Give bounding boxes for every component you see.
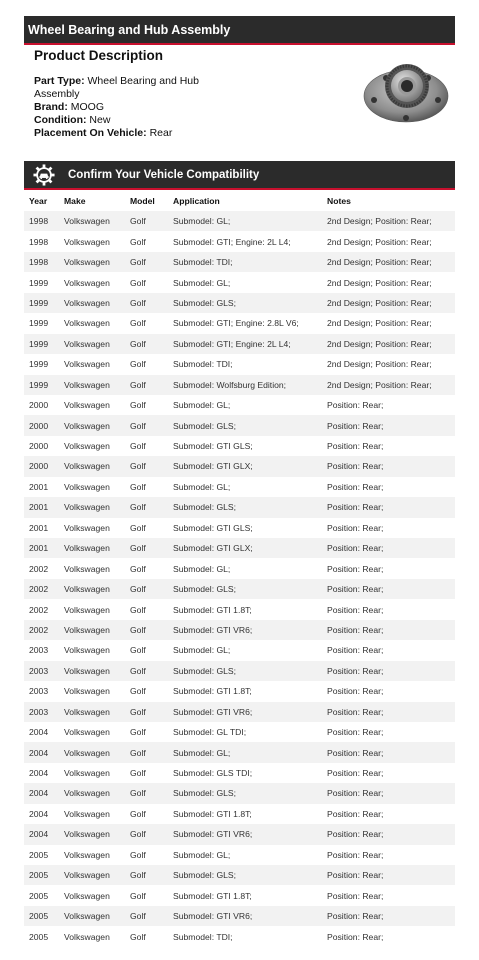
column-header-application: Application [173, 196, 220, 206]
cell-make: Volkswagen [59, 211, 125, 231]
table-row [24, 783, 455, 803]
cell-make: Volkswagen [64, 359, 110, 370]
cell-notes: Position: Rear; [327, 400, 384, 411]
field-value: MOOG [70, 101, 105, 113]
cell-year: 1998 [29, 236, 49, 247]
cell-application: Submodel: GLS; [168, 865, 322, 885]
wheel-hub-image [360, 56, 454, 126]
cell-model: Golf [130, 727, 146, 738]
cell-make: Volkswagen [64, 318, 110, 329]
cell-model: Golf [130, 400, 146, 411]
product-title: Wheel Bearing and Hub Assembly [28, 22, 231, 37]
field-label: Placement On Vehicle: [34, 127, 147, 139]
table-row [24, 538, 455, 558]
table-row [24, 763, 455, 783]
cell-application: Submodel: GTI; Engine: 2L L4; [173, 236, 291, 247]
cell-make: Volkswagen [59, 538, 125, 558]
cell-year: 1999 [24, 375, 59, 395]
cell-notes: Position: Rear; [327, 808, 384, 819]
table-row [24, 375, 455, 395]
cell-notes: 2nd Design; Position: Rear; [322, 252, 455, 272]
cell-make: Volkswagen [59, 661, 125, 681]
cell-make: Volkswagen [59, 783, 125, 803]
table-row [24, 620, 455, 640]
cell-year: 2003 [29, 645, 49, 656]
cell-application: Submodel: GTI GLS; [173, 441, 253, 452]
table-row [24, 824, 455, 844]
cell-application: Submodel: GLS; [168, 293, 322, 313]
cell-make: Volkswagen [64, 563, 110, 574]
cell-application: Submodel: GTI VR6; [168, 620, 322, 640]
cell-make: Volkswagen [64, 686, 110, 697]
cell-make: Volkswagen [59, 252, 125, 272]
cell-notes: Position: Rear; [322, 702, 455, 722]
cell-application: Submodel: TDI; [173, 359, 233, 370]
table-row [24, 722, 455, 742]
cell-notes: Position: Rear; [322, 783, 455, 803]
cell-make: Volkswagen [64, 890, 110, 901]
table-row [24, 354, 455, 374]
cell-make: Volkswagen [64, 849, 110, 860]
cell-year: 2000 [29, 441, 49, 452]
cell-application: Submodel: GTI VR6; [168, 702, 322, 722]
table-row [24, 661, 455, 681]
part-type-row [34, 75, 234, 101]
cell-application: Submodel: GTI VR6; [168, 824, 322, 844]
cell-year: 2005 [29, 931, 49, 942]
cell-model: Golf [125, 456, 168, 476]
cell-model: Golf [125, 538, 168, 558]
cell-application: Submodel: GTI; Engine: 2.8L V6; [173, 318, 299, 329]
compatibility-bar [24, 161, 455, 190]
cell-application: Submodel: GTI 1.8T; [173, 890, 252, 901]
cell-year: 2004 [29, 727, 49, 738]
table-row [24, 845, 455, 865]
cell-application: Submodel: GTI GLS; [173, 522, 253, 533]
cell-application: Submodel: Wolfsburg Edition; [168, 375, 322, 395]
table-row [24, 885, 455, 905]
cell-notes: 2nd Design; Position: Rear; [322, 334, 455, 354]
cell-notes: 2nd Design; Position: Rear; [327, 236, 432, 247]
cell-notes: Position: Rear; [322, 538, 455, 558]
cell-year: 2003 [24, 661, 59, 681]
product-description-list [34, 75, 234, 140]
cell-year: 2004 [24, 742, 59, 762]
cell-model: Golf [125, 865, 168, 885]
cell-make: Volkswagen [64, 441, 110, 452]
table-row [24, 599, 455, 619]
cell-make: Volkswagen [59, 415, 125, 435]
product-title-bar [24, 16, 455, 45]
cell-year: 2001 [24, 538, 59, 558]
cell-make: Volkswagen [64, 727, 110, 738]
cell-application: Submodel: GLS; [168, 579, 322, 599]
cell-make: Volkswagen [64, 768, 110, 779]
cell-make: Volkswagen [64, 481, 110, 492]
cell-make: Volkswagen [59, 865, 125, 885]
cell-application: Submodel: GTI GLX; [168, 538, 322, 558]
cell-model: Golf [125, 661, 168, 681]
cell-model: Golf [130, 808, 146, 819]
cell-notes: Position: Rear; [327, 645, 384, 656]
cell-make: Volkswagen [64, 400, 110, 411]
cell-application: Submodel: GL; [173, 563, 231, 574]
cell-model: Golf [130, 277, 146, 288]
table-row [24, 518, 455, 538]
table-row [24, 477, 455, 497]
cell-application: Submodel: GTI 1.8T; [173, 686, 252, 697]
column-header-model: Model [130, 196, 155, 206]
cell-application: Submodel: GL; [168, 211, 322, 231]
cell-notes: Position: Rear; [327, 441, 384, 452]
table-row [24, 231, 455, 251]
cell-make: Volkswagen [64, 931, 110, 942]
cell-notes: 2nd Design; Position: Rear; [327, 359, 432, 370]
cell-notes: 2nd Design; Position: Rear; [322, 293, 455, 313]
field-label: Condition: [34, 114, 87, 126]
cell-model: Golf [125, 415, 168, 435]
cell-model: Golf [125, 783, 168, 803]
cell-year: 2004 [24, 783, 59, 803]
table-row [24, 681, 455, 701]
cell-model: Golf [125, 824, 168, 844]
cell-make: Volkswagen [59, 293, 125, 313]
cell-model: Golf [130, 645, 146, 656]
cell-application: Submodel: GTI VR6; [168, 906, 322, 926]
cell-model: Golf [130, 522, 146, 533]
cell-application: Submodel: GLS; [168, 661, 322, 681]
cell-model: Golf [125, 702, 168, 722]
cell-year: 2003 [24, 702, 59, 722]
cell-notes: Position: Rear; [327, 849, 384, 860]
cell-year: 2002 [29, 563, 49, 574]
table-header-row [24, 191, 455, 211]
cell-model: Golf [130, 441, 146, 452]
table-row [24, 293, 455, 313]
cell-application: Submodel: GL; [173, 481, 231, 492]
cell-make: Volkswagen [59, 620, 125, 640]
cell-make: Volkswagen [59, 375, 125, 395]
table-row [24, 497, 455, 517]
cell-application: Submodel: TDI; [168, 252, 322, 272]
cell-notes: Position: Rear; [322, 497, 455, 517]
cell-notes: Position: Rear; [322, 415, 455, 435]
cell-model: Golf [130, 768, 146, 779]
cell-model: Golf [125, 497, 168, 517]
cell-application: Submodel: GL; [168, 742, 322, 762]
cell-model: Golf [130, 849, 146, 860]
cell-model: Golf [130, 359, 146, 370]
table-row [24, 334, 455, 354]
table-row [24, 640, 455, 660]
cell-model: Golf [130, 563, 146, 574]
cell-application: Submodel: GLS; [168, 415, 322, 435]
column-header-notes: Notes [327, 196, 351, 206]
cell-year: 1999 [24, 293, 59, 313]
cell-year: 2005 [29, 890, 49, 901]
cell-year: 2002 [29, 604, 49, 615]
table-row [24, 702, 455, 722]
cell-application: Submodel: TDI; [173, 931, 233, 942]
cell-year: 2004 [24, 824, 59, 844]
brand-row [34, 101, 234, 114]
field-label: Brand: [34, 101, 68, 113]
condition-row [34, 114, 234, 127]
cell-model: Golf [125, 375, 168, 395]
table-row [24, 211, 455, 231]
cell-application: Submodel: GL; [173, 645, 231, 656]
cell-application: Submodel: GLS; [168, 497, 322, 517]
cell-notes: Position: Rear; [327, 686, 384, 697]
cell-year: 2001 [29, 481, 49, 492]
cell-year: 2005 [24, 906, 59, 926]
cell-year: 1999 [29, 277, 49, 288]
cell-make: Volkswagen [59, 824, 125, 844]
compatibility-table-wrap [24, 191, 455, 947]
field-value: Wheel Bearing and Hub Assembly [34, 75, 199, 100]
cell-notes: Position: Rear; [327, 522, 384, 533]
cell-year: 2004 [29, 768, 49, 779]
cell-notes: Position: Rear; [327, 768, 384, 779]
cell-make: Volkswagen [64, 236, 110, 247]
cell-year: 1998 [24, 211, 59, 231]
placement-row [34, 127, 234, 140]
field-value: New [89, 114, 111, 126]
product-description-heading: Product Description [34, 48, 164, 63]
gear-car-icon [24, 160, 64, 189]
cell-year: 2005 [29, 849, 49, 860]
cell-model: Golf [125, 579, 168, 599]
cell-year: 1998 [24, 252, 59, 272]
cell-model: Golf [125, 620, 168, 640]
cell-model: Golf [130, 686, 146, 697]
table-row [24, 415, 455, 435]
cell-make: Volkswagen [64, 277, 110, 288]
cell-notes: Position: Rear; [322, 824, 455, 844]
table-row [24, 906, 455, 926]
cell-year: 2004 [29, 808, 49, 819]
compatibility-table [24, 191, 455, 947]
cell-notes: Position: Rear; [322, 579, 455, 599]
cell-year: 1999 [24, 334, 59, 354]
cell-model: Golf [130, 890, 146, 901]
cell-year: 2002 [24, 579, 59, 599]
table-row [24, 252, 455, 272]
cell-application: Submodel: GLS; [168, 783, 322, 803]
cell-model: Golf [125, 211, 168, 231]
table-row [24, 313, 455, 333]
cell-make: Volkswagen [64, 522, 110, 533]
cell-make: Volkswagen [59, 906, 125, 926]
cell-model: Golf [130, 604, 146, 615]
cell-year: 2002 [24, 620, 59, 640]
cell-year: 2000 [29, 400, 49, 411]
cell-make: Volkswagen [59, 334, 125, 354]
cell-notes: Position: Rear; [327, 604, 384, 615]
field-label: Part Type: [34, 75, 85, 87]
cell-notes: Position: Rear; [322, 906, 455, 926]
cell-notes: Position: Rear; [322, 661, 455, 681]
cell-make: Volkswagen [64, 808, 110, 819]
table-row [24, 436, 455, 456]
cell-notes: Position: Rear; [327, 931, 384, 942]
cell-application: Submodel: GLS TDI; [173, 768, 253, 779]
cell-year: 2000 [24, 415, 59, 435]
cell-application: Submodel: GL; [173, 849, 231, 860]
cell-model: Golf [130, 318, 146, 329]
table-row [24, 395, 455, 415]
cell-make: Volkswagen [59, 497, 125, 517]
cell-notes: Position: Rear; [322, 865, 455, 885]
cell-year: 2003 [29, 686, 49, 697]
cell-notes: Position: Rear; [322, 742, 455, 762]
cell-make: Volkswagen [59, 579, 125, 599]
cell-make: Volkswagen [64, 645, 110, 656]
cell-make: Volkswagen [64, 604, 110, 615]
table-row [24, 558, 455, 578]
cell-make: Volkswagen [59, 456, 125, 476]
compatibility-table-body [24, 211, 455, 947]
cell-year: 2005 [24, 865, 59, 885]
table-row [24, 742, 455, 762]
table-row [24, 272, 455, 292]
cell-year: 1999 [29, 359, 49, 370]
cell-notes: Position: Rear; [327, 727, 384, 738]
cell-year: 2001 [24, 497, 59, 517]
cell-model: Golf [130, 236, 146, 247]
cell-application: Submodel: GL; [173, 277, 231, 288]
cell-model: Golf [130, 931, 146, 942]
cell-notes: 2nd Design; Position: Rear; [322, 211, 455, 231]
cell-notes: Position: Rear; [322, 456, 455, 476]
cell-notes: Position: Rear; [322, 620, 455, 640]
column-header-year: Year [29, 196, 48, 206]
cell-make: Volkswagen [59, 702, 125, 722]
table-row [24, 865, 455, 885]
cell-notes: Position: Rear; [327, 890, 384, 901]
table-row [24, 456, 455, 476]
cell-model: Golf [130, 481, 146, 492]
cell-application: Submodel: GTI 1.8T; [173, 604, 252, 615]
table-row [24, 926, 455, 946]
cell-year: 2000 [24, 456, 59, 476]
cell-notes: Position: Rear; [327, 563, 384, 574]
cell-model: Golf [125, 906, 168, 926]
cell-notes: 2nd Design; Position: Rear; [327, 277, 432, 288]
cell-model: Golf [125, 252, 168, 272]
table-row [24, 804, 455, 824]
cell-make: Volkswagen [59, 742, 125, 762]
cell-application: Submodel: GL TDI; [173, 727, 247, 738]
column-header-make: Make [64, 196, 86, 206]
compatibility-title: Confirm Your Vehicle Compatibility [68, 168, 260, 181]
cell-application: Submodel: GL; [173, 400, 231, 411]
field-value: Rear [149, 127, 173, 139]
cell-notes: 2nd Design; Position: Rear; [327, 318, 432, 329]
cell-notes: 2nd Design; Position: Rear; [322, 375, 455, 395]
cell-application: Submodel: GTI 1.8T; [173, 808, 252, 819]
cell-year: 2001 [29, 522, 49, 533]
cell-model: Golf [125, 334, 168, 354]
cell-notes: Position: Rear; [327, 481, 384, 492]
cell-model: Golf [125, 293, 168, 313]
table-row [24, 579, 455, 599]
cell-year: 1999 [29, 318, 49, 329]
cell-application: Submodel: GTI; Engine: 2L L4; [168, 334, 322, 354]
cell-model: Golf [125, 742, 168, 762]
cell-application: Submodel: GTI GLX; [168, 456, 322, 476]
